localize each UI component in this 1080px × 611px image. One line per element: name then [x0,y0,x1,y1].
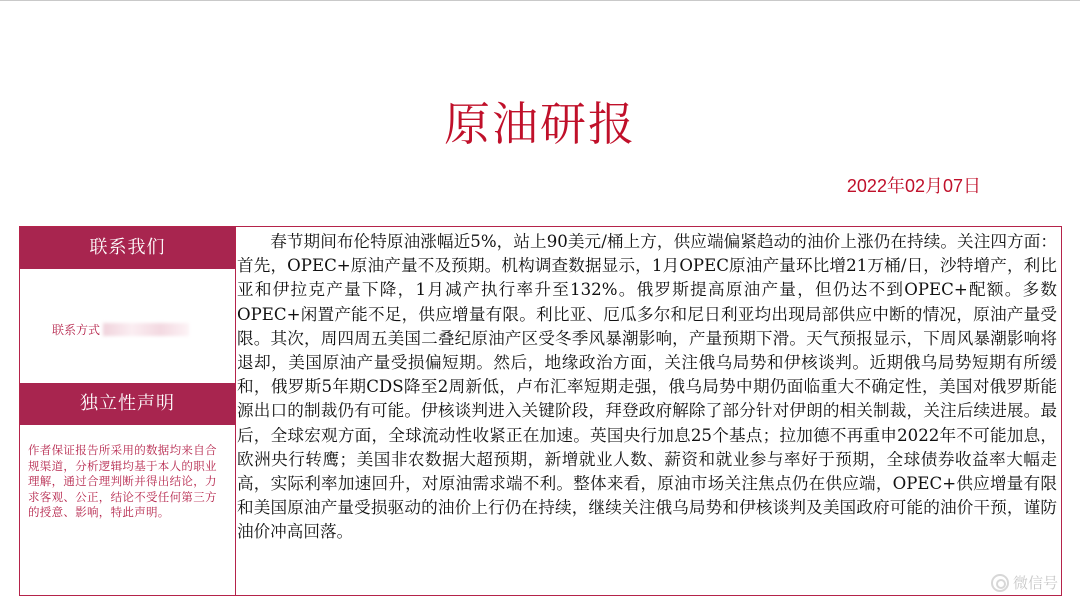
watermark-text: 微信号 [1012,574,1058,592]
disclaimer-header: 独立性声明 [20,383,235,425]
contact-info [52,321,189,338]
report-date: 2022年02月07日 [846,176,981,196]
contact-label: 联系方式 [52,323,101,337]
sidebar [20,227,236,595]
contact-header: 联系我们 [20,227,235,269]
report-frame [19,226,1062,596]
redacted-contact [103,323,189,336]
disclaimer-text: 作者保证报告所采用的数据均来自合规渠道，分析逻辑均基于本人的职业理解，通过合理判断并得出结论，力求客观、公正，结论不受任何第三方的授意、影响，特此声明。 [28,443,217,519]
report-title: 原油研报 [444,97,636,151]
contact-section [20,269,235,383]
top-rule [0,0,1080,19]
wechat-logo-icon [991,574,1009,592]
watermark [991,572,1058,593]
report-body: 春节期间布伦特原油涨幅近5%，站上90美元/桶上方，供应端偏紧趋动的油价上涨仍在持续。关注四方面：首先，OPEC+原油产量不及预期。机构调查数据显示，1月OPEC原油产量环比增21万桶/日，沙特增产，利比亚和伊拉克产量下降，1月减产执行率升至132%。俄罗斯提高原油产量，但仍达不到OPEC+配额。多数OPEC+闲置产能不足，供应增量有限。利比亚、厄瓜多尔和尼日利亚均出现局部供应中断的情况，原油产量受限。其次，周四周五美国二叠纪原油产区受冬季风暴潮影响，产量预期下滑。天气预报显示，下周风暴潮影响将退却，美国原油产量受损偏短期。然后，地缘政治方面，关注俄乌局势和伊核谈判。近期俄乌局势短期有所缓和，俄罗斯5年期CDS降至2周新低，卢布汇率短期走强，俄乌局势中期仍面临重大不确定性，美国对俄罗斯能源出口的制裁仍有可能。伊核谈判进入关键阶段，拜登政府解除了部分针对伊朗的相关制裁，关注后续进展。最后，全球宏观方面，全球流动性收紧正在加速。英国央行加息25个基点；拉加德不再重申2022年不可能加息，欧洲央行转鹰；美国非农数据大超预期，新增就业人数、薪资和就业参与率好于预期，全球债券收益率大幅走高，实际利率加速回升，对原油需求端不利。整体来看，原油市场关注焦点仍在供应端，OPEC+供应增量有限和美国原油产量受损驱动的油价上行仍在持续，继续关注俄乌局势和伊核谈判及美国政府可能的油价干预，谨防油价冲高回落。 [237,232,1057,542]
